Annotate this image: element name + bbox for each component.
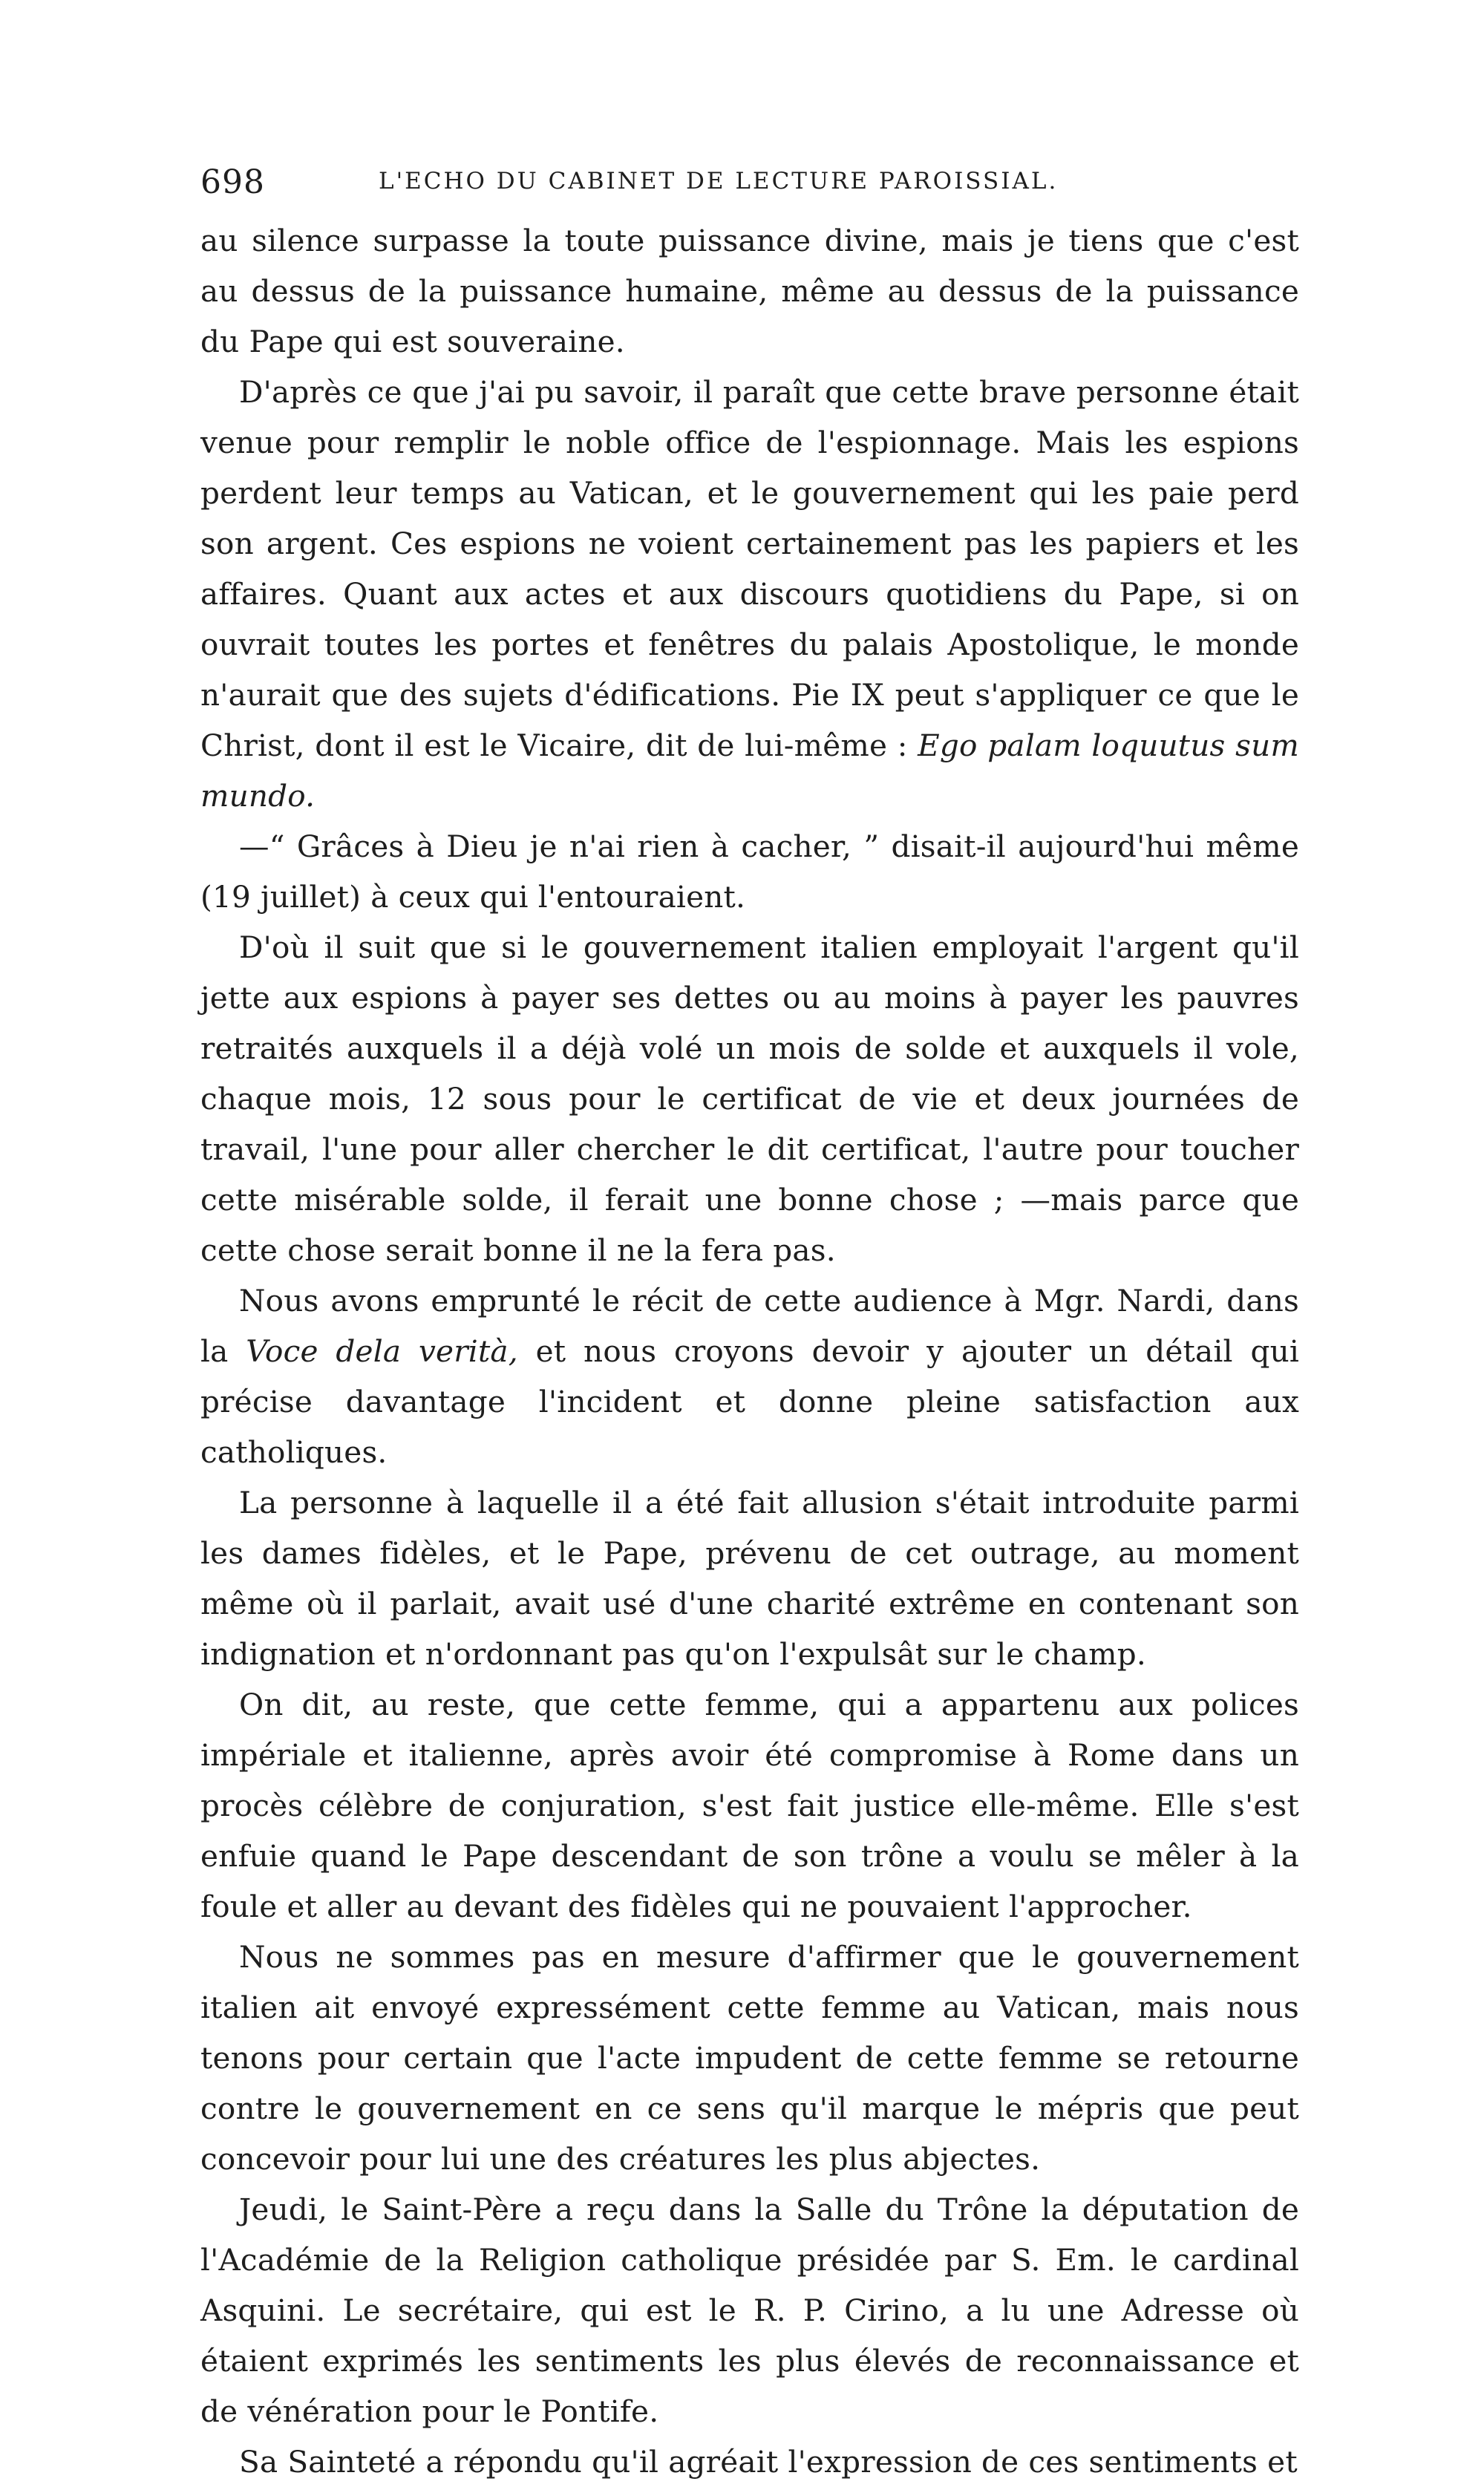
paragraph-text: Jeudi, le Saint-Père a reçu dans la Salle du Trône la députation de l'Académie de la Religion catholique présidée par S. Em. le cardinal Asquini. Le secrétaire, qui est le R. P. Cirino, a lu une Adresse où étaient exprimés les sentiments les plus élevés de reconnaissance et de vénération pour le Pontife. <box>200 2192 1299 2429</box>
publication-title: Voce dela verità, <box>246 1333 518 1369</box>
paragraph-espionnage <box>200 367 1299 821</box>
page-number: 698 <box>200 163 265 201</box>
paragraph-text: On dit, au reste, que cette femme, qui a appartenu aux polices impériale et italienne, après avoir été compromise à Rome dans un procès célèbre de conjuration, s'est fait justice elle-même. Elle s'est enfuie quand le Pape descendant de son trône a voulu se mêler à la foule et aller au devant des fidèles qui ne pouvaient l'approcher. <box>200 1687 1299 1924</box>
paragraph-text: Nous ne sommes pas en mesure d'affirmer que le gouvernement italien ait envoyé expressément cette femme au Vatican, mais nous tenons pour certain que l'acte impudent de cette femme se retourne contre le gouvernement en ce sens qu'il marque le mépris que peut concevoir pour lui une des créatures les plus abjectes. <box>200 1939 1299 2177</box>
paragraph-text: La personne à laquelle il a été fait allusion s'était introduite parmi les dames fidèles, et le Pape, prévenu de cet outrage, au moment même où il parlait, avait usé d'une charité extrême en contenant son indignation et n'ordonnant pas qu'on l'expulsât sur le champ. <box>200 1485 1299 1672</box>
paragraph-text: et nous croyons devoir y ajouter un détail qui précise davantage l'incident et donne pleine satisfaction aux catholiques. <box>200 1333 1300 1470</box>
paragraph-text: Sa Sainteté a répondu qu'il agréait l'expression de ces sentiments et <box>239 2444 1298 2480</box>
document-page <box>200 148 1300 2480</box>
article-body <box>200 215 1299 2487</box>
paragraph-personne <box>200 1477 1299 1679</box>
paragraph-continuation <box>200 215 1299 367</box>
paragraph-text: —“ Grâces à Dieu je n'ai rien à cacher, ” disait-il aujourd'hui même (19 juillet) à ceux qui l'entouraient. <box>200 829 1299 915</box>
paragraph-source <box>200 1275 1299 1477</box>
paragraph-text: D'où il suit que si le gouvernement italien employait l'argent qu'il jette aux espions à payer ses dettes ou au moins à payer les pauvres retraités auxquels il a déjà volé un mois de solde et auxquels il vole, chaque mois, 12 sous pour le certificat de vie et deux journées de travail, l'une pour aller chercher le dit certificat, l'autre pour toucher cette misérable solde, il ferait une bonne chose ; —mais parce que cette chose serait bonne il ne la fera pas. <box>200 929 1299 1268</box>
paragraph-argent <box>200 922 1299 1275</box>
paragraph-text: Nous avons emprunté le récit de cette audience à Mgr. Nardi, dans la <box>200 1283 1299 1369</box>
paragraph-femme <box>200 1679 1299 1932</box>
paragraph-quote <box>200 821 1299 922</box>
running-head <box>200 148 1299 215</box>
paragraph-text: au silence surpasse la toute puissance divine, mais je tiens que c'est au dessus de la puissance humaine, même au dessus de la puissance du Pape qui est souveraine. <box>200 223 1299 359</box>
paragraph-academie <box>200 2184 1299 2437</box>
paragraph-gouvernement <box>200 1932 1299 2184</box>
journal-title: L'ECHO DU CABINET DE LECTURE PAROISSIAL. <box>379 168 1059 195</box>
paragraph-text: D'après ce que j'ai pu savoir, il paraît que cette brave personne était venue pour remplir le noble office de l'espionnage. Mais les espions perdent leur temps au Vatican, et le gouvernement qui les paie perd son argent. Ces espions ne voient certainement pas les papiers et les affaires. Quant aux actes et aux discours quotidiens du Pape, si on ouvrait toutes les portes et fenêtres du palais Apostolique, le monde n'aurait que des sujets d'édifications. Pie IX peut s'appliquer ce que le Christ, dont il est le Vicaire, dit de lui-même : <box>200 374 1299 763</box>
latin-quote: Ego palam loquutus sum mundo. <box>200 728 1299 814</box>
paragraph-reponse <box>200 2437 1299 2487</box>
